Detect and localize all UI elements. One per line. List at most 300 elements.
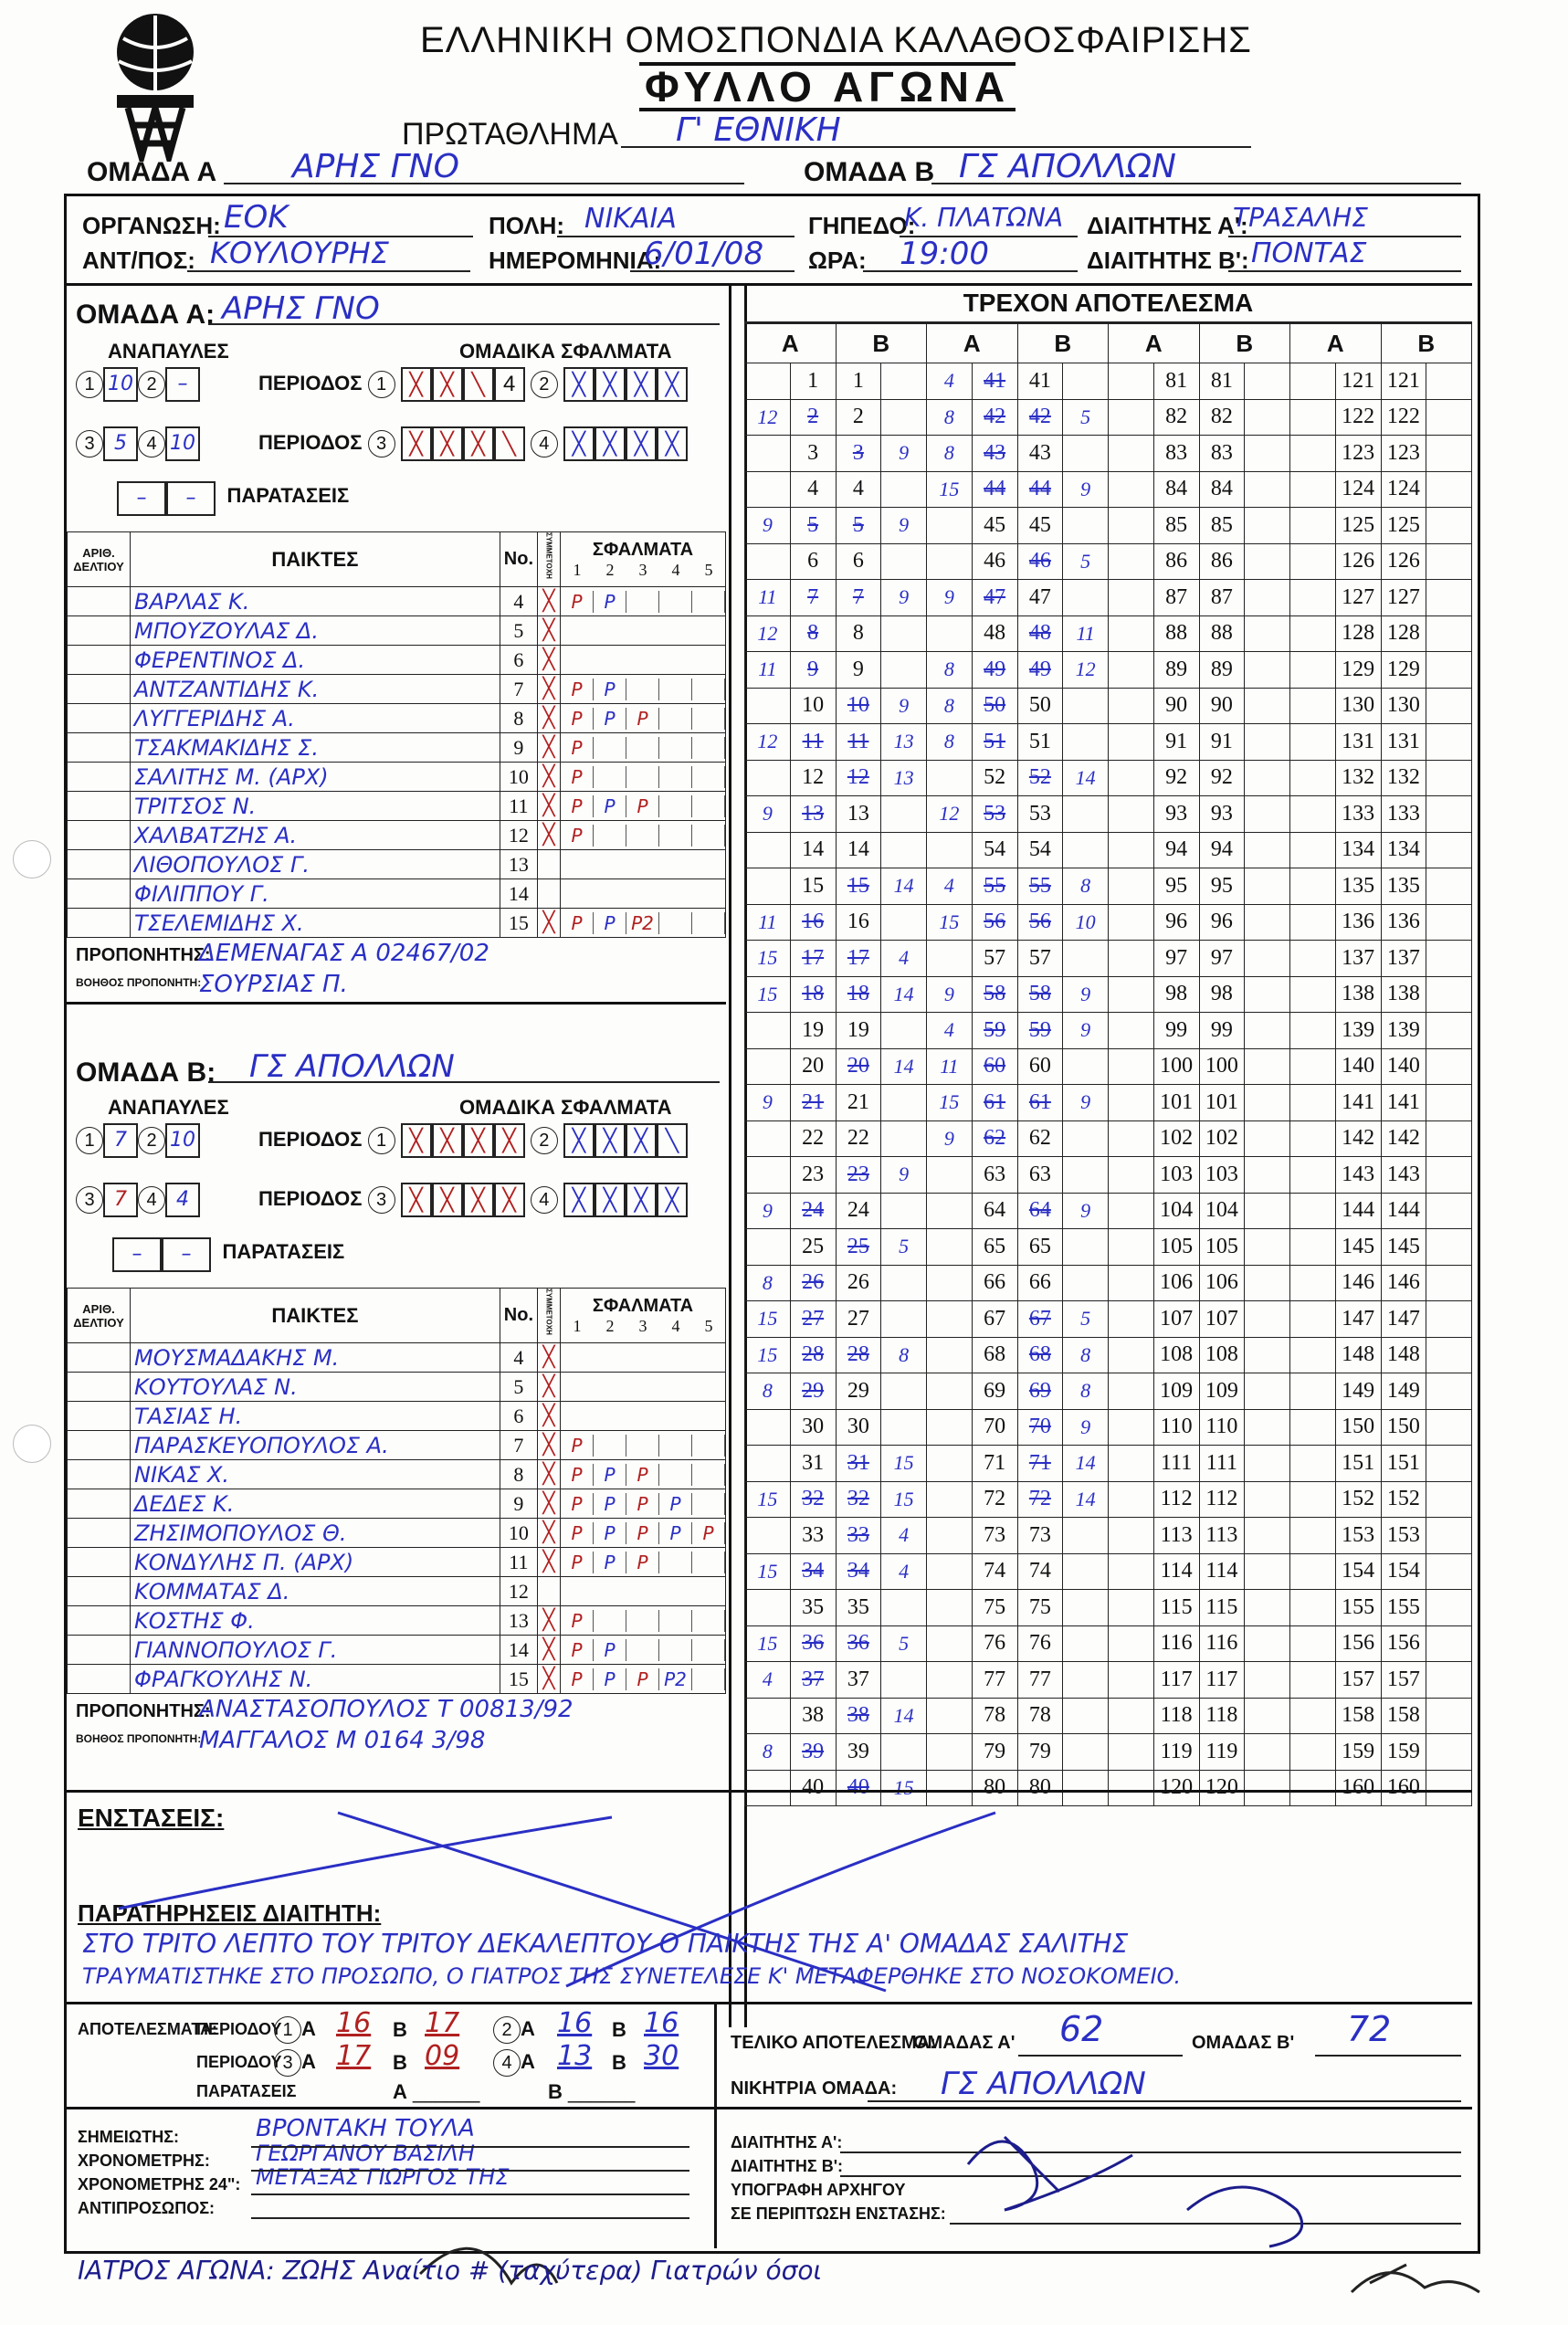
- player-row[interactable]: [68, 675, 726, 704]
- scorer-a-cell[interactable]: 15: [745, 1301, 791, 1338]
- player-name[interactable]: ΤΑΣΙΑΣ Η.: [131, 1402, 500, 1431]
- scorer-b-cell[interactable]: [1245, 1048, 1290, 1085]
- foul-cell[interactable]: [626, 766, 659, 788]
- scorer-a-cell[interactable]: [1109, 760, 1154, 796]
- scorer-b-cell[interactable]: 5: [1063, 543, 1109, 580]
- team-a-tf-p1-4[interactable]: 4: [494, 367, 525, 402]
- score-a-cell[interactable]: 32: [790, 1481, 836, 1518]
- scorer-a-cell[interactable]: 9: [745, 1193, 791, 1229]
- scorer-a-cell[interactable]: [745, 1120, 791, 1157]
- score-b-cell[interactable]: 61: [1017, 1085, 1063, 1121]
- scorer-b-cell[interactable]: [1426, 543, 1472, 580]
- p3-b[interactable]: 09: [425, 2040, 460, 2072]
- scorer-b-cell[interactable]: 4: [881, 1553, 927, 1590]
- foul-cell[interactable]: P: [626, 1668, 659, 1690]
- score-a-cell[interactable]: 109: [1153, 1373, 1199, 1410]
- score-b-cell[interactable]: 95: [1199, 868, 1245, 905]
- score-b-cell[interactable]: 109: [1199, 1373, 1245, 1410]
- foul-cell[interactable]: P: [561, 1639, 594, 1661]
- score-b-cell[interactable]: 153: [1381, 1518, 1426, 1554]
- scorer-a-cell[interactable]: [1290, 508, 1336, 544]
- foul-cell[interactable]: P: [659, 1493, 692, 1515]
- scorer-a-cell[interactable]: [1290, 1048, 1336, 1085]
- score-a-cell[interactable]: 34: [790, 1553, 836, 1590]
- score-a-cell[interactable]: 23: [790, 1157, 836, 1194]
- score-b-cell[interactable]: 94: [1199, 832, 1245, 868]
- scorer-a-cell[interactable]: [927, 615, 973, 652]
- foul-cell[interactable]: [659, 591, 692, 613]
- score-a-cell[interactable]: 156: [1335, 1625, 1381, 1662]
- player-fouls[interactable]: [561, 616, 726, 646]
- scorer-b-cell[interactable]: [881, 1301, 927, 1338]
- score-a-cell[interactable]: 116: [1153, 1625, 1199, 1662]
- score-b-cell[interactable]: 81: [1199, 363, 1245, 400]
- foul-cell[interactable]: [659, 1464, 692, 1486]
- participation-mark[interactable]: ╳: [538, 1519, 561, 1548]
- team-a-ot-1[interactable]: –: [117, 481, 166, 516]
- team-b-tf-p3-4[interactable]: ╳: [494, 1183, 525, 1217]
- team-b-asst-value[interactable]: ΜΑΓΓΑΛΟΣ Μ 0164 3/98: [199, 1727, 486, 1754]
- scorer-a-cell[interactable]: [745, 1157, 791, 1194]
- foul-cell[interactable]: [626, 737, 659, 759]
- scorer-b-cell[interactable]: [1245, 1446, 1290, 1482]
- score-b-cell[interactable]: 9: [836, 652, 881, 689]
- scorer-b-cell[interactable]: 9: [881, 688, 927, 724]
- player-row[interactable]: [68, 763, 726, 792]
- score-a-cell[interactable]: 51: [972, 724, 1017, 761]
- licence-cell[interactable]: [68, 1519, 131, 1548]
- team-b-tf-p2-3[interactable]: ╳: [626, 1123, 657, 1158]
- score-b-cell[interactable]: 92: [1199, 760, 1245, 796]
- player-row[interactable]: [68, 587, 726, 616]
- score-a-cell[interactable]: 102: [1153, 1120, 1199, 1157]
- scorer-b-cell[interactable]: [1426, 1662, 1472, 1699]
- score-a-cell[interactable]: 39: [790, 1734, 836, 1771]
- score-b-cell[interactable]: 65: [1017, 1229, 1063, 1266]
- scorer-a-cell[interactable]: [1290, 1625, 1336, 1662]
- player-name[interactable]: ΜΟΥΣΜΑΔΑΚΗΣ Μ.: [131, 1343, 500, 1373]
- participation-mark[interactable]: [538, 879, 561, 909]
- player-row[interactable]: [68, 879, 726, 909]
- time-value[interactable]: 19:00: [900, 236, 989, 272]
- scorer-a-cell[interactable]: 15: [745, 976, 791, 1013]
- foul-cell[interactable]: [659, 708, 692, 730]
- score-b-cell[interactable]: 12: [836, 760, 881, 796]
- scorer-a-cell[interactable]: [927, 1625, 973, 1662]
- scorer-a-cell[interactable]: [1290, 1337, 1336, 1373]
- player-row[interactable]: [68, 1548, 726, 1577]
- foul-cell[interactable]: P: [626, 1493, 659, 1515]
- scorer-b-cell[interactable]: [1063, 1734, 1109, 1771]
- scorer-b-cell[interactable]: [1245, 1734, 1290, 1771]
- scorer-b-cell[interactable]: 9: [881, 508, 927, 544]
- scorer-b-cell[interactable]: 9: [1063, 471, 1109, 508]
- scorer-b-cell[interactable]: 15: [881, 1481, 927, 1518]
- city-value[interactable]: ΝΙΚΑΙΑ: [584, 203, 677, 235]
- team-b-timeout-1[interactable]: 7: [103, 1123, 138, 1158]
- player-fouls[interactable]: [561, 733, 726, 763]
- scorer-a-cell[interactable]: 11: [927, 1048, 973, 1085]
- scorer-b-cell[interactable]: [1245, 941, 1290, 977]
- scorer-b-cell[interactable]: [1063, 1229, 1109, 1266]
- licence-cell[interactable]: [68, 1460, 131, 1489]
- team-a-tf-p3-3[interactable]: ╳: [463, 426, 494, 461]
- participation-mark[interactable]: ╳: [538, 792, 561, 821]
- scorer-a-cell[interactable]: 4: [745, 1662, 791, 1699]
- player-row[interactable]: [68, 1519, 726, 1548]
- team-b-tf-p1-2[interactable]: ╳: [432, 1123, 463, 1158]
- participation-mark[interactable]: ╳: [538, 909, 561, 938]
- scorer-a-cell[interactable]: [1290, 399, 1336, 436]
- score-b-cell[interactable]: 1: [836, 363, 881, 400]
- score-b-cell[interactable]: 50: [1017, 688, 1063, 724]
- team-a-tf-p1-3[interactable]: ╲: [463, 367, 494, 402]
- foul-cell[interactable]: P: [594, 912, 626, 934]
- scorer-a-cell[interactable]: 15: [927, 471, 973, 508]
- foul-cell[interactable]: P: [594, 708, 626, 730]
- scorer-a-cell[interactable]: [745, 1229, 791, 1266]
- participation-mark[interactable]: ╳: [538, 733, 561, 763]
- scorer-b-cell[interactable]: 8: [881, 1337, 927, 1373]
- score-b-cell[interactable]: 91: [1199, 724, 1245, 761]
- score-a-cell[interactable]: 7: [790, 580, 836, 616]
- player-fouls[interactable]: [561, 704, 726, 733]
- scorer-b-cell[interactable]: 12: [1063, 652, 1109, 689]
- player-name[interactable]: ΔΕΔΕΣ Κ.: [131, 1489, 500, 1519]
- participation-mark[interactable]: ╳: [538, 646, 561, 675]
- scorer-a-cell[interactable]: [1290, 1229, 1336, 1266]
- scorer-b-cell[interactable]: [1245, 832, 1290, 868]
- scorer-a-cell[interactable]: [927, 543, 973, 580]
- score-a-cell[interactable]: 59: [972, 1013, 1017, 1049]
- score-a-cell[interactable]: 119: [1153, 1734, 1199, 1771]
- scorer-a-cell[interactable]: [1290, 832, 1336, 868]
- score-b-cell[interactable]: 15: [836, 868, 881, 905]
- score-a-cell[interactable]: 30: [790, 1409, 836, 1446]
- scorer-b-cell[interactable]: 14: [1063, 1481, 1109, 1518]
- score-b-cell[interactable]: 29: [836, 1373, 881, 1410]
- score-b-cell[interactable]: 37: [836, 1662, 881, 1699]
- scorer-a-cell[interactable]: [1290, 1518, 1336, 1554]
- foul-cell[interactable]: [692, 912, 725, 934]
- scorer-a-cell[interactable]: [1290, 543, 1336, 580]
- score-a-cell[interactable]: 79: [972, 1734, 1017, 1771]
- participation-mark[interactable]: ╳: [538, 1665, 561, 1694]
- player-row[interactable]: [68, 1665, 726, 1694]
- score-b-cell[interactable]: 11: [836, 724, 881, 761]
- scorer-a-cell[interactable]: [1109, 471, 1154, 508]
- scorer-b-cell[interactable]: [1426, 1734, 1472, 1771]
- scorer-b-cell[interactable]: [1426, 436, 1472, 472]
- score-a-cell[interactable]: 94: [1153, 832, 1199, 868]
- team-a-timeout-2[interactable]: –: [165, 367, 200, 402]
- score-a-cell[interactable]: 110: [1153, 1409, 1199, 1446]
- scorer-a-cell[interactable]: [1290, 796, 1336, 833]
- score-b-cell[interactable]: 103: [1199, 1157, 1245, 1194]
- scorer-a-cell[interactable]: [1290, 615, 1336, 652]
- score-b-cell[interactable]: 128: [1381, 615, 1426, 652]
- scorer-a-cell[interactable]: [1109, 1662, 1154, 1699]
- score-b-cell[interactable]: 48: [1017, 615, 1063, 652]
- team-a-tf-p4-4[interactable]: ╳: [657, 426, 688, 461]
- score-a-cell[interactable]: 159: [1335, 1734, 1381, 1771]
- scorer-b-cell[interactable]: [1245, 1265, 1290, 1301]
- score-b-cell[interactable]: 127: [1381, 580, 1426, 616]
- scorer-b-cell[interactable]: 11: [1063, 615, 1109, 652]
- score-b-cell[interactable]: 70: [1017, 1409, 1063, 1446]
- score-a-cell[interactable]: 98: [1153, 976, 1199, 1013]
- scorer-b-cell[interactable]: [1426, 688, 1472, 724]
- timer-value[interactable]: ΓΕΩΡΓΑΝΟΥ ΒΑΣΙΛΗ: [256, 2141, 475, 2166]
- score-b-cell[interactable]: 156: [1381, 1625, 1426, 1662]
- score-b-cell[interactable]: 62: [1017, 1120, 1063, 1157]
- participation-mark[interactable]: ╳: [538, 1548, 561, 1577]
- foul-cell[interactable]: [692, 1610, 725, 1632]
- scorer-a-cell[interactable]: [927, 1698, 973, 1734]
- scorer-a-cell[interactable]: 15: [927, 1085, 973, 1121]
- foul-cell[interactable]: [692, 825, 725, 847]
- score-b-cell[interactable]: 75: [1017, 1590, 1063, 1626]
- p4-b[interactable]: 30: [644, 2040, 679, 2072]
- score-a-cell[interactable]: 113: [1153, 1518, 1199, 1554]
- scorer-b-cell[interactable]: [1245, 1409, 1290, 1446]
- score-a-cell[interactable]: 50: [972, 688, 1017, 724]
- p1-a[interactable]: 16: [336, 2007, 372, 2039]
- date-value[interactable]: 6/01/08: [644, 236, 764, 272]
- licence-cell[interactable]: [68, 909, 131, 938]
- scorer-a-cell[interactable]: [1290, 1373, 1336, 1410]
- score-a-cell[interactable]: 151: [1335, 1446, 1381, 1482]
- scorer-b-cell[interactable]: [1245, 580, 1290, 616]
- score-b-cell[interactable]: 32: [836, 1481, 881, 1518]
- p2-b[interactable]: 16: [644, 2007, 679, 2039]
- scorer-b-cell[interactable]: [881, 1265, 927, 1301]
- score-b-cell[interactable]: 64: [1017, 1193, 1063, 1229]
- scorer-a-cell[interactable]: [1290, 1446, 1336, 1482]
- foul-cell[interactable]: P: [692, 1522, 725, 1544]
- score-b-cell[interactable]: 26: [836, 1265, 881, 1301]
- scorer-a-cell[interactable]: [927, 1337, 973, 1373]
- player-name[interactable]: ΛΥΓΓΕΡΙΔΗΣ Α.: [131, 704, 500, 733]
- final-a[interactable]: 62: [1059, 2009, 1104, 2049]
- foul-cell[interactable]: [594, 825, 626, 847]
- foul-cell[interactable]: P: [561, 825, 594, 847]
- score-b-cell[interactable]: 141: [1381, 1085, 1426, 1121]
- score-a-cell[interactable]: 147: [1335, 1301, 1381, 1338]
- player-row[interactable]: [68, 616, 726, 646]
- score-b-cell[interactable]: 118: [1199, 1698, 1245, 1734]
- foul-cell[interactable]: [659, 1639, 692, 1661]
- scorer-b-cell[interactable]: [1245, 760, 1290, 796]
- scorer-b-cell[interactable]: [1426, 1625, 1472, 1662]
- scorer-b-cell[interactable]: [1426, 1446, 1472, 1482]
- score-a-cell[interactable]: 54: [972, 832, 1017, 868]
- scorer-a-cell[interactable]: 15: [745, 1625, 791, 1662]
- p1-b[interactable]: 17: [425, 2007, 460, 2039]
- team-a-tf-p3-1[interactable]: ╳: [401, 426, 432, 461]
- scorer-a-cell[interactable]: [745, 832, 791, 868]
- score-b-cell[interactable]: 35: [836, 1590, 881, 1626]
- licence-cell[interactable]: [68, 1636, 131, 1665]
- score-b-cell[interactable]: 146: [1381, 1265, 1426, 1301]
- scorer-b-cell[interactable]: [1245, 688, 1290, 724]
- player-fouls[interactable]: [561, 1431, 726, 1460]
- score-b-cell[interactable]: 43: [1017, 436, 1063, 472]
- score-b-cell[interactable]: 16: [836, 904, 881, 941]
- scorer-a-cell[interactable]: [927, 1301, 973, 1338]
- score-a-cell[interactable]: 68: [972, 1337, 1017, 1373]
- scorer-a-cell[interactable]: [1109, 1698, 1154, 1734]
- scorer-a-cell[interactable]: [745, 363, 791, 400]
- participation-mark[interactable]: ╳: [538, 1402, 561, 1431]
- score-b-cell[interactable]: 44: [1017, 471, 1063, 508]
- licence-cell[interactable]: [68, 675, 131, 704]
- score-b-cell[interactable]: 121: [1381, 363, 1426, 400]
- scorer-b-cell[interactable]: [1063, 688, 1109, 724]
- team-b-ot-2[interactable]: –: [162, 1237, 211, 1272]
- scorer-a-cell[interactable]: [1290, 363, 1336, 400]
- score-b-cell[interactable]: 28: [836, 1337, 881, 1373]
- scorer-a-cell[interactable]: [745, 1518, 791, 1554]
- p2-a[interactable]: 16: [557, 2007, 593, 2039]
- scorer-b-cell[interactable]: 15: [881, 1770, 927, 1806]
- scorer-b-cell[interactable]: [1245, 436, 1290, 472]
- team-b-tf-p4-2[interactable]: ╳: [595, 1183, 626, 1217]
- scorer-b-cell[interactable]: [1063, 1662, 1109, 1699]
- scorer-a-cell[interactable]: [1290, 976, 1336, 1013]
- player-name[interactable]: ΤΡΙΤΣΟΣ Ν.: [131, 792, 500, 821]
- scorer-a-cell[interactable]: [745, 1698, 791, 1734]
- participation-mark[interactable]: ╳: [538, 587, 561, 616]
- scorer-a-cell[interactable]: [1109, 1085, 1154, 1121]
- score-a-cell[interactable]: 17: [790, 941, 836, 977]
- scorer-a-cell[interactable]: [1109, 652, 1154, 689]
- licence-cell[interactable]: [68, 646, 131, 675]
- scorer-b-cell[interactable]: [1426, 1013, 1472, 1049]
- scorer-a-cell[interactable]: [1109, 832, 1154, 868]
- scorer-b-cell[interactable]: 14: [1063, 760, 1109, 796]
- score-b-cell[interactable]: 105: [1199, 1229, 1245, 1266]
- player-fouls[interactable]: [561, 587, 726, 616]
- foul-cell[interactable]: P: [561, 737, 594, 759]
- scorer-a-cell[interactable]: [1290, 904, 1336, 941]
- scorer-a-cell[interactable]: 11: [745, 904, 791, 941]
- team-a-coach-value[interactable]: ΔΕΜΕΝΑΓΑΣ Α 02467/02: [199, 940, 489, 967]
- scorer-a-cell[interactable]: [1109, 1518, 1154, 1554]
- scorer-b-cell[interactable]: [881, 1013, 927, 1049]
- score-a-cell[interactable]: 71: [972, 1446, 1017, 1482]
- scorer-a-cell[interactable]: [927, 1518, 973, 1554]
- score-b-cell[interactable]: 63: [1017, 1157, 1063, 1194]
- scorer-a-cell[interactable]: [1109, 688, 1154, 724]
- score-b-cell[interactable]: 122: [1381, 399, 1426, 436]
- foul-cell[interactable]: P2: [626, 912, 659, 934]
- foul-cell[interactable]: P: [561, 708, 594, 730]
- player-name[interactable]: ΚΟΜΜΑΤΑΣ Δ.: [131, 1577, 500, 1606]
- scorer-a-cell[interactable]: 9: [927, 1120, 973, 1157]
- scorer-b-cell[interactable]: [881, 1409, 927, 1446]
- score-a-cell[interactable]: 60: [972, 1048, 1017, 1085]
- score-a-cell[interactable]: 88: [1153, 615, 1199, 652]
- score-b-cell[interactable]: 7: [836, 580, 881, 616]
- score-a-cell[interactable]: 81: [1153, 363, 1199, 400]
- scorer-a-cell[interactable]: [1290, 760, 1336, 796]
- scorer-a-cell[interactable]: [927, 1229, 973, 1266]
- score-b-cell[interactable]: 93: [1199, 796, 1245, 833]
- foul-cell[interactable]: [659, 795, 692, 817]
- licence-cell[interactable]: [68, 1665, 131, 1694]
- winner-value[interactable]: ΓΣ ΑΠΟΛΛΩΝ: [941, 2066, 1146, 2102]
- score-a-cell[interactable]: 61: [972, 1085, 1017, 1121]
- scorer-a-cell[interactable]: 15: [745, 941, 791, 977]
- score-a-cell[interactable]: 3: [790, 436, 836, 472]
- foul-cell[interactable]: [692, 1493, 725, 1515]
- player-name[interactable]: ΛΙΘΟΠΟΥΛΟΣ Γ.: [131, 850, 500, 879]
- score-b-cell[interactable]: 77: [1017, 1662, 1063, 1699]
- final-b[interactable]: 72: [1347, 2009, 1392, 2049]
- score-a-cell[interactable]: 138: [1335, 976, 1381, 1013]
- participation-mark[interactable]: ╳: [538, 1636, 561, 1665]
- score-b-cell[interactable]: 73: [1017, 1518, 1063, 1554]
- score-a-cell[interactable]: 56: [972, 904, 1017, 941]
- player-row[interactable]: [68, 1373, 726, 1402]
- scorer-b-cell[interactable]: [1245, 508, 1290, 544]
- score-a-cell[interactable]: 158: [1335, 1698, 1381, 1734]
- score-a-cell[interactable]: 55: [972, 868, 1017, 905]
- score-a-cell[interactable]: 144: [1335, 1193, 1381, 1229]
- participation-mark[interactable]: ╳: [538, 1606, 561, 1636]
- score-a-cell[interactable]: 157: [1335, 1662, 1381, 1699]
- scorer-a-cell[interactable]: [1290, 1553, 1336, 1590]
- licence-cell[interactable]: [68, 704, 131, 733]
- remarks-line-2[interactable]: ΤΡΑΥΜΑΤΙΣΤΗΚΕ ΣΤΟ ΠΡΟΣΩΠΟ, Ο ΓΙΑΤΡΟΣ ΤΗΣ ΣΥΝΕΤΕΛΕΣΕ Κ' ΜΕΤΑΦΕΡΘΗΚΕ ΣΤΟ ΝΟΣΟΚΟΜΕΙΟ.: [82, 1963, 1182, 1989]
- scorer-a-cell[interactable]: [1290, 868, 1336, 905]
- score-b-cell[interactable]: 123: [1381, 436, 1426, 472]
- score-a-cell[interactable]: 122: [1335, 399, 1381, 436]
- score-a-cell[interactable]: 135: [1335, 868, 1381, 905]
- score-a-cell[interactable]: 108: [1153, 1337, 1199, 1373]
- player-name[interactable]: ΣΑΛΙΤΗΣ Μ. (ΑΡΧ): [131, 763, 500, 792]
- score-b-cell[interactable]: 138: [1381, 976, 1426, 1013]
- foul-cell[interactable]: P: [594, 1464, 626, 1486]
- foul-cell[interactable]: P: [561, 1552, 594, 1573]
- score-b-cell[interactable]: 110: [1199, 1409, 1245, 1446]
- score-b-cell[interactable]: 157: [1381, 1662, 1426, 1699]
- score-b-cell[interactable]: 8: [836, 615, 881, 652]
- score-a-cell[interactable]: 20: [790, 1048, 836, 1085]
- ref2-value[interactable]: ΠΟΝΤΑΣ: [1251, 237, 1367, 269]
- player-fouls[interactable]: [561, 1343, 726, 1373]
- player-name[interactable]: ΝΙΚΑΣ Χ.: [131, 1460, 500, 1489]
- score-a-cell[interactable]: 15: [790, 868, 836, 905]
- player-row[interactable]: [68, 909, 726, 938]
- scorer-b-cell[interactable]: 9: [881, 436, 927, 472]
- player-fouls[interactable]: [561, 646, 726, 675]
- score-a-cell[interactable]: 53: [972, 796, 1017, 833]
- player-row[interactable]: [68, 792, 726, 821]
- team-a-timeout-3[interactable]: 5: [103, 426, 138, 461]
- score-a-cell[interactable]: 141: [1335, 1085, 1381, 1121]
- score-a-cell[interactable]: 105: [1153, 1229, 1199, 1266]
- commissioner-value[interactable]: ΚΟΥΛΟΥΡΗΣ: [210, 236, 389, 270]
- scorer-b-cell[interactable]: 5: [881, 1625, 927, 1662]
- player-fouls[interactable]: [561, 850, 726, 879]
- scorer-a-cell[interactable]: [1109, 1157, 1154, 1194]
- scorer-a-cell[interactable]: [1109, 796, 1154, 833]
- scorer-b-cell[interactable]: [1426, 868, 1472, 905]
- player-name[interactable]: ΦΕΡΕΝΤΙΝΟΣ Δ.: [131, 646, 500, 675]
- player-fouls[interactable]: [561, 1606, 726, 1636]
